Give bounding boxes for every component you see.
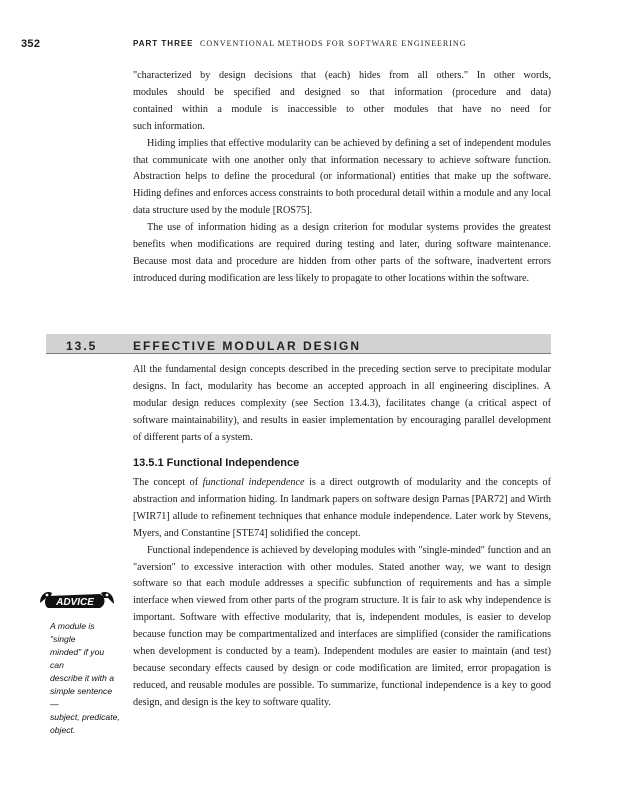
p1-after: is a direct outgrowth of modularity and the concepts of abstraction and information hiding. In landmark papers on software design Parnas [PAR72] and Wirth [WIR71] allude to refinement techniques that enhance module independence. Later work by Stevens, Myers, and Constantine [STE74] solidified the concept.	[133, 477, 551, 539]
intro-line-3: contained within a module is inaccessible to other modules that have no need for	[133, 103, 551, 115]
advice-margin-note	[50, 620, 120, 737]
section-number: 13.5	[66, 339, 98, 353]
p1-before: The concept of	[133, 477, 203, 488]
hiding-paragraph: Hiding implies that effective modularity can be achieved by defining a set of independent modules that communicate with one another only that information necessary to achieve software function. Abstraction helps to define the procedural (or informational) entities that make up the software. Hiding defines and enforces access constraints to both procedural detail within a module and any local data structure used by the module [ROS75].	[133, 137, 551, 217]
advice-line-4: simple sentence—	[50, 686, 113, 709]
advice-line-5: subject, predicate,	[50, 712, 120, 722]
advice-line-1: A module is "single	[50, 621, 95, 644]
advice-icon	[38, 584, 116, 610]
intro-line-4: such information.	[133, 120, 205, 132]
page-number: 352	[21, 38, 41, 50]
advice-line-6: object.	[50, 725, 76, 735]
part-title: CONVENTIONAL METHODS FOR SOFTWARE ENGINEERING	[200, 39, 467, 48]
section-text	[133, 362, 551, 447]
part-label: PART THREE	[133, 39, 194, 48]
advice-line-2: minded" if you can	[50, 647, 105, 670]
section-title: EFFECTIVE MODULAR DESIGN	[133, 339, 362, 353]
advice-label: ADVICE	[56, 597, 94, 608]
p1-emphasis: functional independence	[202, 477, 305, 488]
intro-text	[133, 68, 551, 288]
section-paragraph: All the fundamental design concepts described in the preceding section serve to precipitate modular designs. In fact, modularity has become an accepted approach in all engineering disciplines. A modular design reduces complexity (see Section 13.4.3), facilitates change (a critical aspect of software maintainability), and results in easier implementation by encouraging parallel development of different parts of a system.	[133, 364, 551, 443]
functional-independence-paragraph	[133, 475, 551, 543]
intro-line-1: "characterized by design decisions that (each) hides from all others." In other words,	[133, 70, 551, 81]
independence-rationale-paragraph: Functional independence is achieved by developing modules with "single-minded" function and an "aversion" to excessive interaction with other modules. Stated another way, we want to design software so that each module addresses a specific subfunction of requirements and has a simple interface when viewed from other parts of the program structure. It is fair to ask why independence is important. Software with effective modularity, that is, independent modules, is easier to develop because function may be compartmentalized and interfaces are simplified (consider the ramifications when development is conducted by a team). Independent modules are easier to maintain (and test) because secondary effects caused by design or code modification are limited, error propagation is reduced, and reusable modules are possible. To summarize, functional independence is a key to good design, and design is the key to software quality.	[133, 544, 551, 708]
running-header	[0, 38, 637, 54]
advice-line-3: describe it with a	[50, 673, 115, 683]
intro-line-2: modules should be specified and designed so that information (procedure and data)	[133, 86, 551, 98]
subsection-text	[133, 475, 551, 712]
info-hiding-paragraph: The use of information hiding as a design criterion for modular systems provides the greatest benefits when modifications are required during testing and later, during software maintenance. Because most data and procedure are hidden from other parts of the software, inadvertent errors introduced during modification are less likely to propagate to other locations within the software.	[133, 222, 551, 284]
subsection-title: 13.5.1 Functional Independence	[133, 457, 300, 469]
